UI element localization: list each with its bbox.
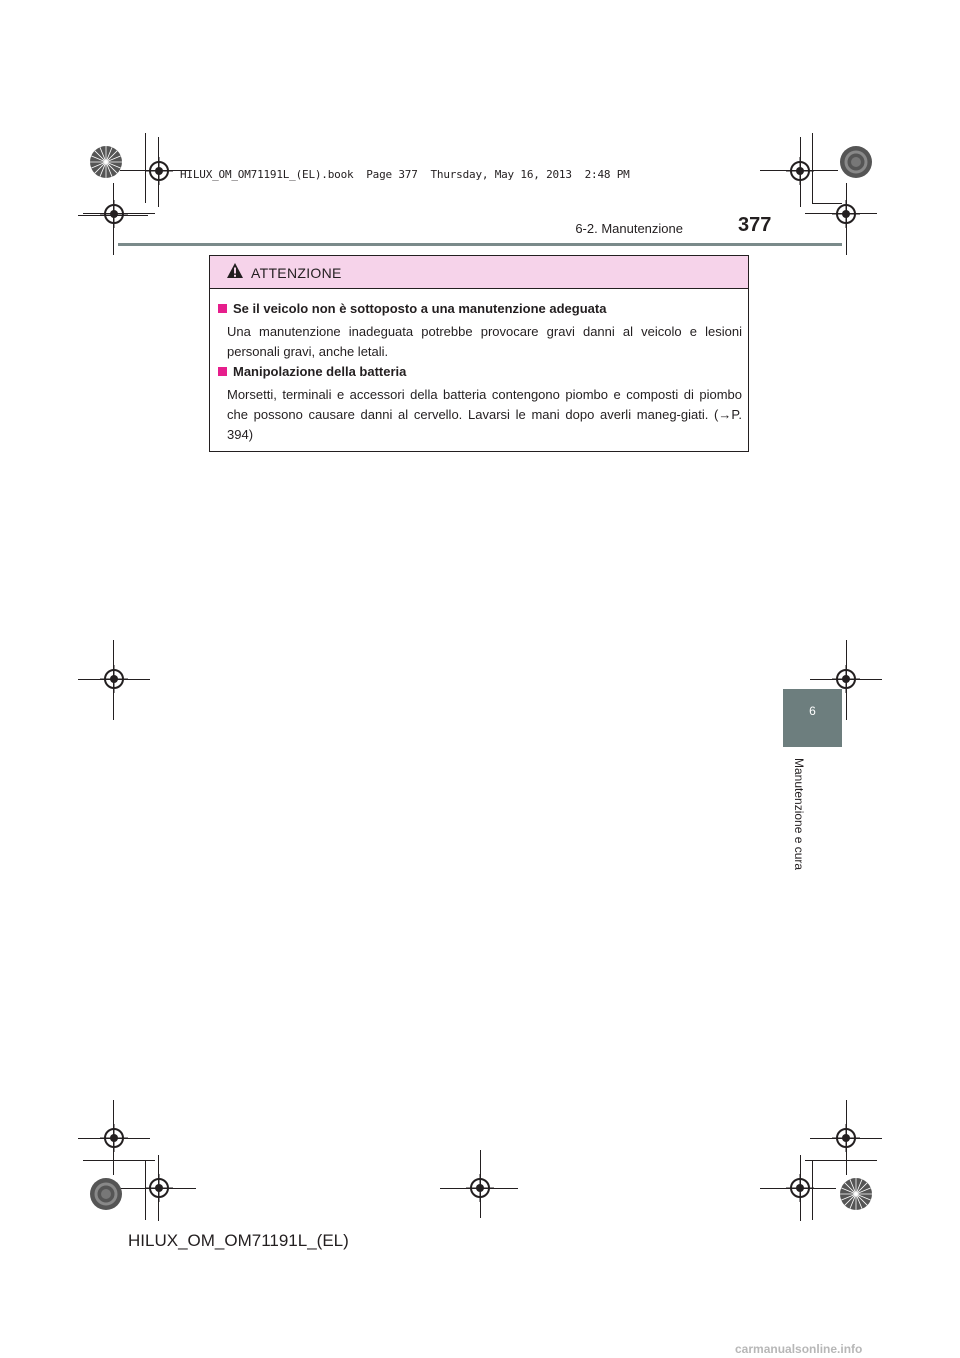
page-number: 377 bbox=[738, 214, 772, 236]
warning-item-body: Morsetti, terminali e accessori della batteria contengono piombo e composti di piombo che possono causare danni al cervello. Lavarsi le mani dopo averli maneg-giati. (→P. 394) bbox=[227, 387, 742, 442]
warning-item bbox=[218, 364, 742, 445]
section-title: 6-2. Manutenzione bbox=[575, 221, 683, 236]
footer-document-code: HILUX_OM_OM71191L_(EL) bbox=[128, 1231, 349, 1250]
registration-wheel-icon bbox=[88, 144, 124, 180]
crosshair-icon bbox=[832, 1124, 860, 1152]
crosshair-icon bbox=[466, 1174, 494, 1202]
registration-wheel-icon bbox=[88, 1176, 124, 1212]
crosshair-icon bbox=[100, 1124, 128, 1152]
warning-item bbox=[218, 301, 742, 362]
crosshair-icon bbox=[832, 200, 860, 228]
header-rule bbox=[118, 243, 842, 246]
bullet-square-icon bbox=[218, 304, 227, 313]
registration-wheel-icon bbox=[838, 144, 874, 180]
crosshair-icon bbox=[786, 1174, 814, 1202]
watermark: carmanualsonline.info bbox=[735, 1342, 863, 1356]
warning-item-heading: Manipolazione della batteria bbox=[233, 364, 407, 379]
warning-item-body: Una manutenzione inadeguata potrebbe provocare gravi danni al veicolo e lesioni personali gravi, anche letali. bbox=[227, 324, 742, 359]
warning-header bbox=[210, 256, 748, 289]
crosshair-icon bbox=[100, 200, 128, 228]
registration-wheel-icon bbox=[838, 1176, 874, 1212]
warning-title: ATTENZIONE bbox=[251, 265, 342, 281]
warning-box bbox=[209, 255, 749, 452]
warning-item-heading: Se il veicolo non è sottoposto a una manutenzione adeguata bbox=[233, 301, 607, 316]
warning-triangle-icon bbox=[226, 262, 244, 279]
chapter-tab: 6 bbox=[783, 689, 842, 747]
crosshair-icon bbox=[145, 1174, 173, 1202]
crosshair-icon bbox=[100, 665, 128, 693]
print-job-info: HILUX_OM_OM71191L_(EL).book Page 377 Thursday, May 16, 2013 2:48 PM bbox=[180, 168, 630, 181]
crosshair-icon bbox=[786, 157, 814, 185]
bullet-square-icon bbox=[218, 367, 227, 376]
chapter-label: Manutenzione e cura bbox=[792, 758, 806, 871]
crosshair-icon bbox=[145, 157, 173, 185]
